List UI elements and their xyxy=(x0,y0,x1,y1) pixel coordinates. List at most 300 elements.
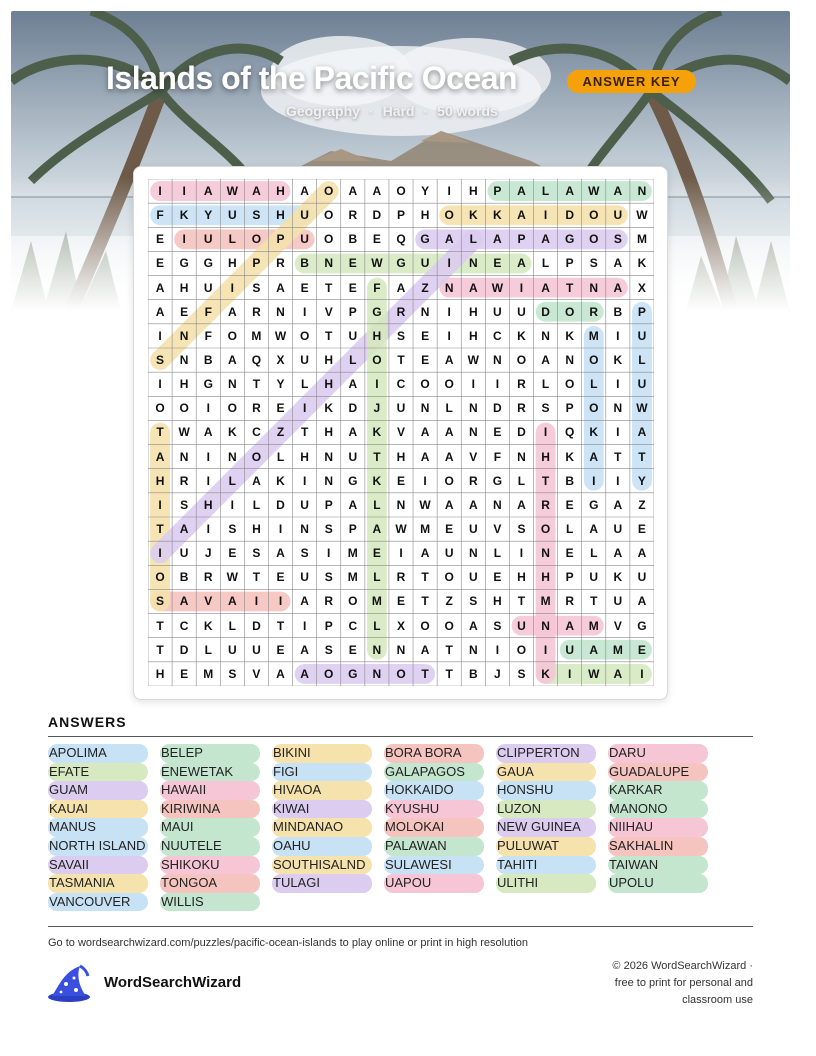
answer-word: GAUA xyxy=(496,763,596,782)
grid-cell: P xyxy=(348,304,357,319)
grid-cell: N xyxy=(493,353,502,368)
grid-cell: C xyxy=(348,618,358,633)
grid-cell: A xyxy=(420,642,430,657)
grid-cell: D xyxy=(276,497,285,512)
answer-word: NEW GUINEA xyxy=(496,818,596,837)
answer-word: NORTH ISLAND xyxy=(48,837,148,856)
grid-cell: P xyxy=(324,497,333,512)
grid-cell: E xyxy=(493,256,502,271)
grid-cell: U xyxy=(613,522,623,537)
grid-cell: E xyxy=(276,570,285,585)
answer-word: MANONO xyxy=(608,800,708,819)
grid-cell: Y xyxy=(276,377,285,392)
grid-cell: C xyxy=(396,377,406,392)
grid-cell: K xyxy=(493,208,502,223)
grid-cell: H xyxy=(252,522,261,537)
grid-cell: S xyxy=(252,280,261,295)
grid-cell: S xyxy=(469,594,478,609)
grid-cell: Y xyxy=(637,473,646,488)
grid-cell: T xyxy=(445,642,453,657)
grid-cell: K xyxy=(589,425,599,440)
grid-cell: D xyxy=(517,425,526,440)
grid-cell: T xyxy=(252,570,261,585)
grid-cell: N xyxy=(444,280,454,295)
grid-cell: L xyxy=(638,353,646,368)
grid-cell: N xyxy=(179,449,189,464)
grid-cell: L xyxy=(469,232,477,247)
grid-cell: A xyxy=(372,522,382,537)
answer-word: SAKHALIN xyxy=(608,837,708,856)
grid-cell: E xyxy=(421,328,430,343)
answer-word: GUADALUPE xyxy=(608,763,708,782)
grid-cell: A xyxy=(276,546,285,561)
grid-cell: D xyxy=(348,401,358,416)
grid-cell: U xyxy=(613,208,623,223)
grid-cell: A xyxy=(227,304,237,319)
grid-cell: A xyxy=(637,594,647,609)
grid-cell: I xyxy=(302,473,307,488)
grid-cell: I xyxy=(158,328,162,343)
grid-cell: X xyxy=(637,280,646,295)
grid-cell: E xyxy=(493,570,502,585)
grid-cell: O xyxy=(348,594,358,609)
grid-cell: S xyxy=(517,666,526,681)
grid-cell: N xyxy=(565,353,574,368)
grid-cell: L xyxy=(373,570,381,585)
grid-cell: B xyxy=(468,666,478,681)
grid-cell: P xyxy=(324,618,333,633)
grid-cell: A xyxy=(348,425,358,440)
grid-cell: E xyxy=(156,256,165,271)
grid-cell: T xyxy=(325,280,333,295)
grid-cell: S xyxy=(180,497,189,512)
grid-cell: M xyxy=(612,642,623,657)
grid-cell: L xyxy=(565,522,574,537)
grid-cell: U xyxy=(300,353,309,368)
grid-cell: O xyxy=(444,473,454,488)
grid-cell: H xyxy=(179,280,189,295)
grid-cell: A xyxy=(468,280,478,295)
grid-cell: O xyxy=(420,377,430,392)
grid-cell: N xyxy=(227,449,237,464)
answer-word: KAUAI xyxy=(48,800,148,819)
grid-cell: O xyxy=(324,184,334,199)
grid-cell: N xyxy=(517,449,526,464)
grid-cell: I xyxy=(206,449,210,464)
grid-cell: O xyxy=(516,353,527,368)
grid-cell: H xyxy=(227,256,237,271)
grid-cell: G xyxy=(396,256,406,271)
grid-cell: U xyxy=(396,401,406,416)
grid-cell: O xyxy=(420,618,430,633)
grid-cell: N xyxy=(468,642,478,657)
grid-cell: I xyxy=(640,666,644,681)
answer-word: HOKKAIDO xyxy=(384,781,484,800)
grid-cell: L xyxy=(373,618,381,633)
grid-cell: T xyxy=(252,377,261,392)
grid-cell: I xyxy=(230,280,234,295)
grid-cell: H xyxy=(468,304,478,319)
grid-cell: I xyxy=(543,425,548,440)
answer-word: WILLIS xyxy=(160,893,260,912)
grid-cell: T xyxy=(614,449,622,464)
grid-cell: H xyxy=(541,449,550,464)
grid-cell: M xyxy=(588,328,599,343)
grid-cell: R xyxy=(252,401,261,416)
grid-cell: H xyxy=(493,594,502,609)
grid-cell: S xyxy=(156,594,165,609)
category-label: Geography xyxy=(286,103,360,119)
grid-cell: A xyxy=(541,232,550,247)
grid-cell: N xyxy=(468,401,478,416)
grid-cell: S xyxy=(517,522,526,537)
grid-cell: G xyxy=(589,497,599,512)
grid-cell: N xyxy=(324,256,334,271)
answer-word: DARU xyxy=(608,744,708,763)
grid-cell: U xyxy=(468,522,478,537)
grid-cell: S xyxy=(228,666,237,681)
grid-cell: N xyxy=(179,328,189,343)
footer-url-text: Go to wordsearchwizard.com/puzzles/pacific-ocean-islands to play online or print in high resolution xyxy=(48,937,528,949)
grid-cell: K xyxy=(324,401,334,416)
grid-cell: K xyxy=(372,425,382,440)
grid-cell: V xyxy=(252,666,261,681)
grid-cell: N xyxy=(493,497,502,512)
grid-cell: N xyxy=(396,642,406,657)
grid-cell: H xyxy=(468,328,478,343)
grid-cell: N xyxy=(227,377,237,392)
grid-cell: E xyxy=(348,280,357,295)
grid-cell: J xyxy=(204,546,212,561)
grid-cell: A xyxy=(517,497,526,512)
answers-heading: ANSWERS xyxy=(48,714,127,730)
grid-cell: C xyxy=(252,425,261,440)
grid-cell: T xyxy=(300,425,309,440)
grid-cell: W xyxy=(178,425,190,440)
grid-cell: V xyxy=(493,522,502,537)
grid-cell: S xyxy=(156,353,165,368)
grid-cell: P xyxy=(517,232,526,247)
grid-cell: D xyxy=(541,304,550,319)
grid-cell: P xyxy=(565,401,574,416)
grid-cell: R xyxy=(252,304,261,319)
grid-cell: O xyxy=(155,401,165,416)
copyright-line: free to print for personal and xyxy=(614,977,753,989)
grid-cell: U xyxy=(444,546,454,561)
grid-cell: A xyxy=(276,280,285,295)
grid-cell: O xyxy=(444,377,454,392)
grid-cell: I xyxy=(567,666,572,681)
grid-cell: C xyxy=(493,328,502,343)
answer-word: UPOLU xyxy=(608,874,708,893)
grid-cell: E xyxy=(156,232,165,247)
grid-cell: L xyxy=(590,546,598,561)
grid-cell: O xyxy=(324,666,334,681)
answer-word: MANUS xyxy=(48,818,148,837)
grid-cell: E xyxy=(637,642,646,657)
divider xyxy=(48,926,753,927)
answer-word: NUUTELE xyxy=(160,837,260,856)
grid-cell: H xyxy=(203,497,213,512)
grid-cell: M xyxy=(347,570,358,585)
grid-cell: R xyxy=(589,304,599,319)
grid-cell: K xyxy=(613,570,623,585)
grid-cell: H xyxy=(324,425,334,440)
answer-word: SULAWESI xyxy=(384,856,484,875)
grid-cell: J xyxy=(494,666,501,681)
grid-cell: I xyxy=(616,377,620,392)
grid-cell: N xyxy=(541,546,550,561)
divider xyxy=(48,736,753,737)
grid-cell: E xyxy=(421,353,430,368)
difficulty-label: Hard xyxy=(382,103,415,119)
grid-cell: C xyxy=(179,618,189,633)
grid-cell: H xyxy=(300,449,309,464)
grid-cell: B xyxy=(300,256,309,271)
grid-cell: V xyxy=(204,594,213,609)
grid-cell: I xyxy=(206,473,210,488)
grid-cell: N xyxy=(541,328,550,343)
grid-cell: A xyxy=(155,280,165,295)
grid-cell: E xyxy=(276,401,285,416)
grid-cell: S xyxy=(228,522,237,537)
grid-cell: U xyxy=(637,570,647,585)
grid-cell: I xyxy=(158,546,162,561)
grid-cell: L xyxy=(276,449,285,464)
grid-cell: P xyxy=(493,184,502,199)
wizard-hat-icon xyxy=(46,964,92,1004)
grid-cell: G xyxy=(492,473,503,488)
grid-cell: W xyxy=(491,280,504,295)
grid-cell: A xyxy=(517,184,526,199)
grid-cell: I xyxy=(471,377,475,392)
grid-cell: G xyxy=(203,377,213,392)
grid-cell: Y xyxy=(421,184,430,199)
answer-word: OAHU xyxy=(272,837,372,856)
grid-cell: I xyxy=(302,401,307,416)
grid-cell: M xyxy=(251,328,262,343)
grid-cell: Q xyxy=(396,232,406,247)
grid-cell: T xyxy=(156,642,164,657)
grid-cell: O xyxy=(396,666,406,681)
answer-word: PULUWAT xyxy=(496,837,596,856)
grid-cell: I xyxy=(543,208,548,223)
grid-cell: E xyxy=(445,522,454,537)
grid-cell: I xyxy=(423,473,427,488)
answer-word: HAWAII xyxy=(160,781,260,800)
grid-cell: O xyxy=(227,328,237,343)
grid-cell: T xyxy=(421,570,429,585)
grid-cell: L xyxy=(252,497,261,512)
grid-cell: O xyxy=(324,208,334,223)
grid-cell: A xyxy=(565,184,574,199)
grid-cell: W xyxy=(419,497,431,512)
grid-cell: L xyxy=(517,473,526,488)
grid-cell: I xyxy=(543,642,548,657)
grid-cell: I xyxy=(495,377,500,392)
grid-cell: N xyxy=(179,353,189,368)
grid-cell: T xyxy=(638,449,646,464)
grid-cell: A xyxy=(468,618,478,633)
brand-name: WordSearchWizard xyxy=(104,974,242,991)
grid-cell: A xyxy=(444,353,454,368)
answer-word: HONSHU xyxy=(496,781,596,800)
grid-cell: T xyxy=(156,522,164,537)
grid-cell: F xyxy=(204,328,212,343)
grid-cell: Z xyxy=(638,497,646,512)
grid-cell: U xyxy=(300,497,309,512)
answer-word: MINDANAO xyxy=(272,818,372,837)
grid-cell: O xyxy=(444,618,454,633)
grid-cell: A xyxy=(300,594,309,609)
grid-cell: H xyxy=(420,208,430,223)
answer-word: ENEWETAK xyxy=(160,763,260,782)
grid-cell: L xyxy=(541,377,550,392)
answer-word: TULAGI xyxy=(272,874,372,893)
grid-cell: O xyxy=(444,570,454,585)
grid-cell: E xyxy=(396,594,405,609)
grid-cell: A xyxy=(589,449,599,464)
answer-word: LUZON xyxy=(496,800,596,819)
grid-cell: M xyxy=(420,522,431,537)
grid-cell: E xyxy=(396,473,405,488)
grid-cell: S xyxy=(541,401,550,416)
grid-cell: T xyxy=(421,666,429,681)
grid-cell: O xyxy=(540,522,551,537)
grid-cell: N xyxy=(637,184,647,199)
grid-cell: A xyxy=(203,184,213,199)
grid-cell: N xyxy=(372,642,382,657)
copyright-line: classroom use xyxy=(682,994,753,1006)
grid-cell: H xyxy=(276,208,285,223)
grid-cell: F xyxy=(373,280,381,295)
answer-word: KIWAI xyxy=(272,800,372,819)
grid-cell: L xyxy=(445,401,453,416)
grid-cell: A xyxy=(613,280,623,295)
grid-cell: A xyxy=(444,449,454,464)
grid-cell: R xyxy=(396,304,406,319)
grid-cell: S xyxy=(493,618,502,633)
grid-cell: G xyxy=(348,666,358,681)
grid-cell: T xyxy=(156,425,164,440)
grid-cell: E xyxy=(348,256,357,271)
grid-cell: A xyxy=(444,232,454,247)
grid-cell: O xyxy=(516,642,527,657)
grid-cell: T xyxy=(445,666,453,681)
grid-cell: A xyxy=(420,546,430,561)
grid-cell: H xyxy=(276,184,285,199)
grid-cell: N xyxy=(420,304,430,319)
grid-cell: P xyxy=(637,304,646,319)
grid-cell: P xyxy=(348,522,357,537)
grid-cell: H xyxy=(396,449,406,464)
grid-cell: A xyxy=(396,280,406,295)
grid-cell: P xyxy=(565,570,574,585)
grid-cell: V xyxy=(396,425,405,440)
grid-cell: G xyxy=(179,256,189,271)
grid-cell: U xyxy=(227,208,237,223)
grid-cell: L xyxy=(373,497,381,512)
grid-cell: U xyxy=(348,328,358,343)
grid-cell: N xyxy=(300,522,309,537)
grid-cell: S xyxy=(324,522,333,537)
grid-cell: U xyxy=(300,232,309,247)
grid-cell: L xyxy=(590,377,598,392)
grid-cell: N xyxy=(276,304,285,319)
grid-cell: U xyxy=(420,256,430,271)
answer-word: SAVAII xyxy=(48,856,148,875)
answer-word: SHIKOKU xyxy=(160,856,260,875)
grid-cell: E xyxy=(372,232,381,247)
grid-cell: E xyxy=(180,666,189,681)
grid-cell: U xyxy=(348,449,358,464)
grid-cell: O xyxy=(299,328,310,343)
grid-cell: R xyxy=(517,377,526,392)
grid-cell: K xyxy=(637,256,647,271)
grid-cell: O xyxy=(564,377,575,392)
grid-cell: A xyxy=(276,666,285,681)
grid-cell: O xyxy=(564,304,575,319)
grid-cell: F xyxy=(493,449,502,464)
answer-word: SOUTHISALND xyxy=(272,856,372,875)
grid-cell: X xyxy=(396,618,405,633)
grid-cell: L xyxy=(349,353,357,368)
grid-cell: O xyxy=(444,208,454,223)
grid-cell: B xyxy=(203,353,213,368)
grid-cell: U xyxy=(613,594,623,609)
grid-cell: H xyxy=(324,353,334,368)
grid-cell: R xyxy=(468,473,478,488)
grid-cell: A xyxy=(155,304,165,319)
grid-cell: A xyxy=(300,666,309,681)
grid-cell: U xyxy=(203,232,213,247)
grid-cell: M xyxy=(540,594,551,609)
copyright-line: © 2026 WordSearchWizard · xyxy=(612,960,753,972)
answer-word: TONGOA xyxy=(160,874,260,893)
answer-word: KYUSHU xyxy=(384,800,484,819)
answer-word: BELEP xyxy=(160,744,260,763)
grid-cell: A xyxy=(420,425,430,440)
grid-cell: E xyxy=(565,546,574,561)
grid-cell: B xyxy=(565,473,574,488)
grid-cell: A xyxy=(468,497,478,512)
grid-cell: W xyxy=(636,401,648,416)
grid-cell: K xyxy=(565,449,574,464)
grid-cell: N xyxy=(613,401,623,416)
grid-cell: T xyxy=(565,280,574,295)
grid-cell: S xyxy=(396,328,405,343)
grid-cell: O xyxy=(324,232,334,247)
grid-cell: T xyxy=(276,618,285,633)
grid-cell: O xyxy=(251,449,262,464)
answer-word: EFATE xyxy=(48,763,148,782)
grid-cell: W xyxy=(274,328,287,343)
grid-cell: I xyxy=(158,184,162,199)
grid-cell: V xyxy=(324,304,333,319)
grid-cell: I xyxy=(592,473,596,488)
grid-cell: O xyxy=(396,184,406,199)
grid-cell: S xyxy=(589,256,598,271)
grid-cell: A xyxy=(372,184,382,199)
grid-cell: K xyxy=(517,328,526,343)
grid-cell: L xyxy=(228,232,236,247)
grid-cell: F xyxy=(204,304,212,319)
grid-cell: P xyxy=(396,208,405,223)
answer-word: PALAWAN xyxy=(384,837,484,856)
word-search-grid xyxy=(148,179,654,686)
grid-cell: A xyxy=(637,546,647,561)
grid-cell: I xyxy=(206,522,210,537)
